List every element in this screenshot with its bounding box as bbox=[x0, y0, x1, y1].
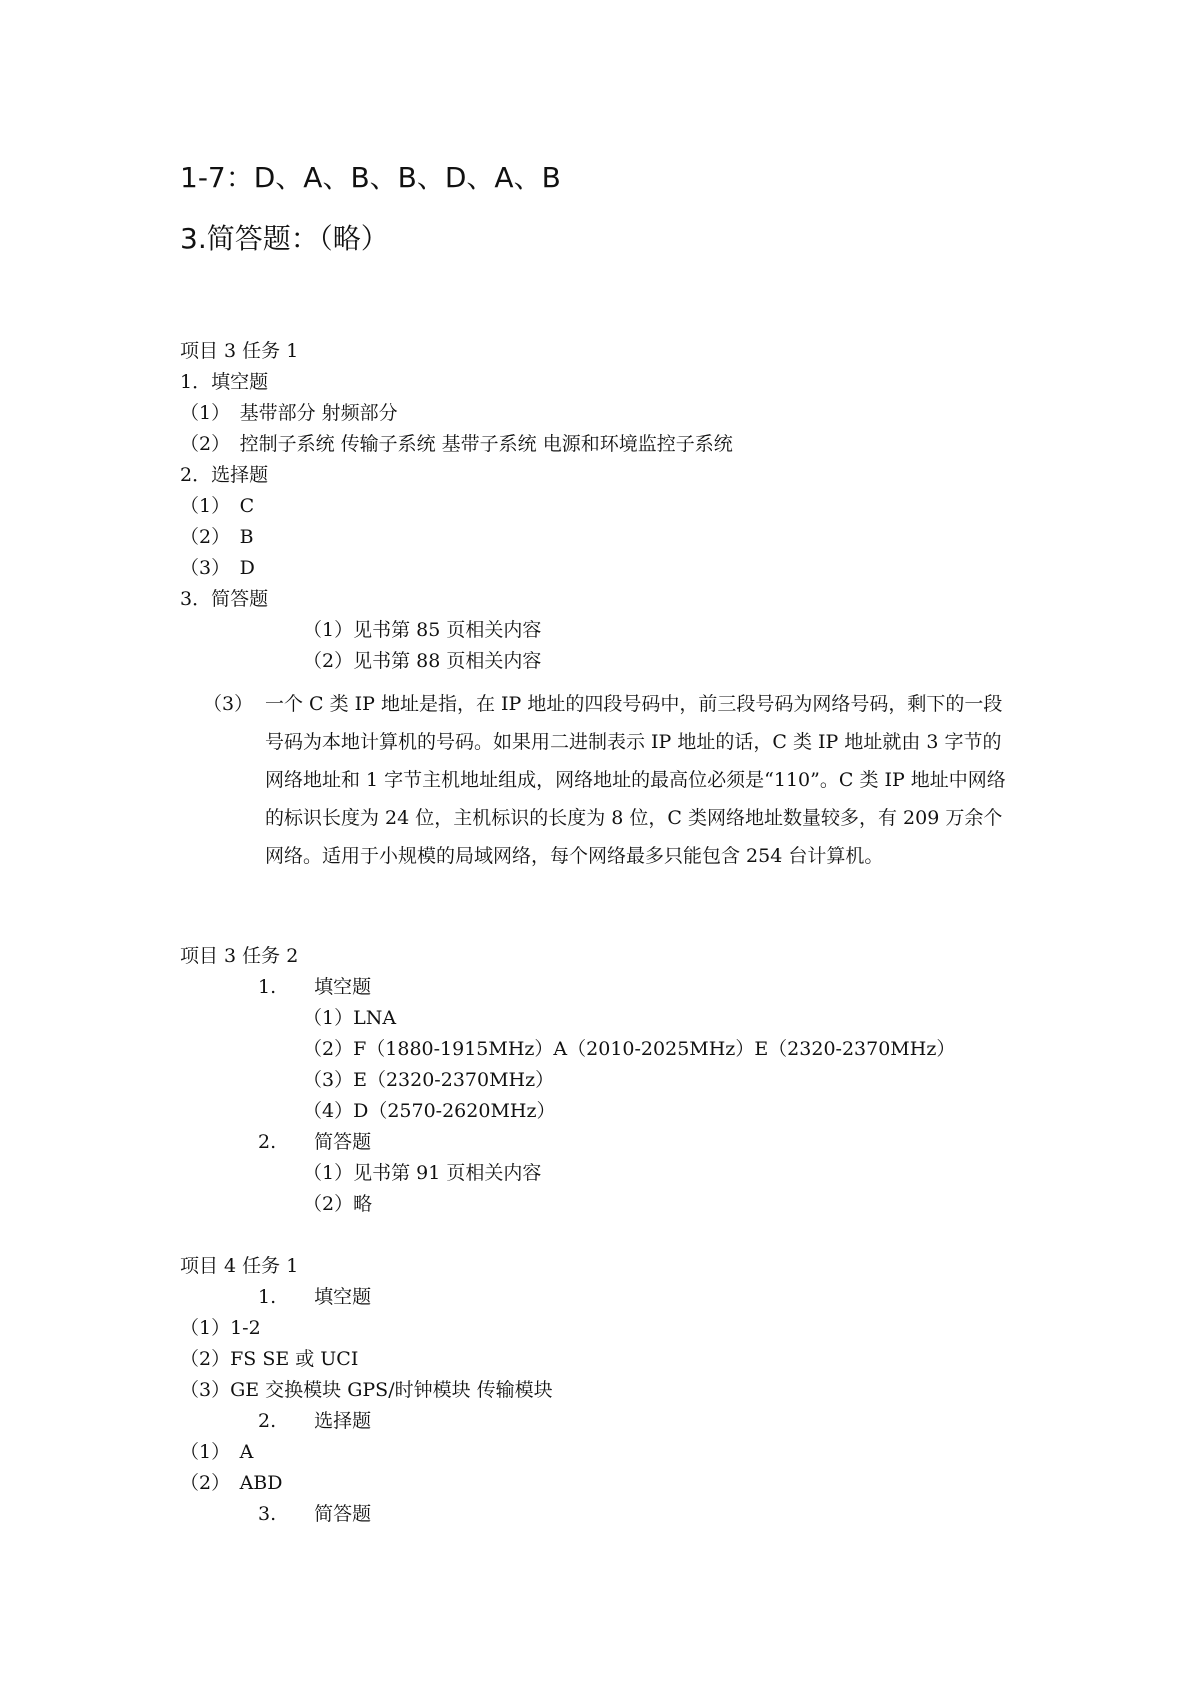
answers-1-7: 1-7：D、A、B、B、D、A、B bbox=[180, 161, 561, 194]
list-item: （3）GE 交换模块 GPS/时钟模块 传输模块 bbox=[180, 1379, 553, 1401]
list-item: （3）E（2320-2370MHz） bbox=[303, 1069, 555, 1091]
fill-heading: 1. 填空题 bbox=[258, 976, 372, 998]
fill-heading: 1．填空题 bbox=[180, 371, 269, 393]
short-answer-heading: 3.简答题：（略） bbox=[180, 222, 389, 255]
fill-heading: 1. 填空题 bbox=[258, 1286, 372, 1308]
list-item: （2） ABD bbox=[180, 1472, 283, 1494]
list-item: （4）D（2570-2620MHz） bbox=[303, 1100, 556, 1122]
choice-heading: 2. 选择题 bbox=[258, 1410, 372, 1432]
list-item: （1）见书第 91 页相关内容 bbox=[303, 1162, 542, 1184]
choice-heading: 2．选择题 bbox=[180, 464, 269, 486]
list-item: （1）LNA bbox=[303, 1007, 397, 1029]
paragraph-number: （3） bbox=[203, 693, 254, 715]
list-item: （2） 控制子系统 传输子系统 基带子系统 电源和环境监控子系统 bbox=[180, 433, 733, 455]
section-title-p3t2: 项目 3 任务 2 bbox=[180, 945, 299, 967]
list-item: （1） C bbox=[180, 495, 255, 517]
short-heading: 2. 简答题 bbox=[258, 1131, 372, 1153]
paragraph-body: 一个 C 类 IP 地址是指，在 IP 地址的四段号码中，前三段号码为网络号码，剩下的一段号码为本地计算机的号码。如果用二进制表示 IP 地址的话，C 类 IP 地址就由 3 字节的网络地址和 1 字节主机地址组成，网络地址的最高位必须是“110”。C 类 IP 地址中网络的标识长度为 24 位，主机标识的长度为 8 位，C 类网络地址数量较多，有 209 万余个网络。适用于小规模的局域网络，每个网络最多只能包含 254 台计算机。 bbox=[265, 693, 1006, 867]
list-item: （1）见书第 85 页相关内容 bbox=[303, 619, 542, 641]
section-title-p4t1: 项目 4 任务 1 bbox=[180, 1255, 299, 1277]
short-heading: 3. 简答题 bbox=[258, 1503, 372, 1525]
list-item: （2）FS SE 或 UCI bbox=[180, 1348, 359, 1370]
short-heading: 3．简答题 bbox=[180, 588, 269, 610]
list-item: （2）F（1880-1915MHz）A（2010-2025MHz）E（2320-2370MHz） bbox=[303, 1038, 956, 1060]
section-title-p3t1: 项目 3 任务 1 bbox=[180, 340, 299, 362]
list-item: （1） A bbox=[180, 1441, 254, 1463]
list-item: （2）略 bbox=[303, 1193, 373, 1215]
list-item: （2） B bbox=[180, 526, 254, 548]
list-item: （3） D bbox=[180, 557, 255, 579]
list-item: （1）1-2 bbox=[180, 1317, 261, 1339]
list-item: （2）见书第 88 页相关内容 bbox=[303, 650, 542, 672]
list-item: （1） 基带部分 射频部分 bbox=[180, 402, 398, 424]
